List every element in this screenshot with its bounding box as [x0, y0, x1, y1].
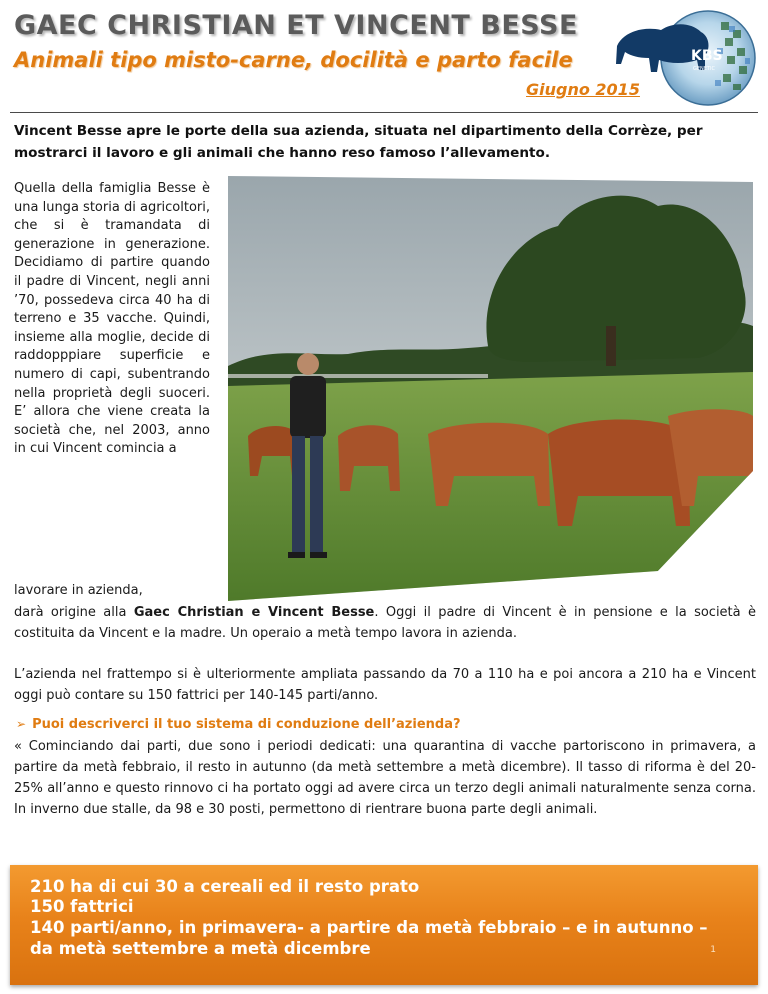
header	[0, 0, 768, 112]
arrow-bullet-icon: ➢	[16, 717, 27, 731]
paragraph-2: L’azienda nel frattempo si è ulteriormente ampliata passando da 70 a 110 ha e poi ancora a 210 ha e Vincent oggi può contare su 150 fattrici per 140-145 parti/anno.	[14, 667, 756, 703]
logo-text: KBS	[691, 48, 723, 64]
issue-date: Giugno 2015	[526, 80, 640, 99]
page-subtitle: Animali tipo misto-carne, docilità e parto facile	[14, 48, 573, 72]
page-number: 1	[710, 945, 716, 955]
interview-question: ➢ Puoi descriverci il tuo sistema di conduzione dell’azienda?	[16, 717, 461, 732]
summary-box	[10, 865, 758, 985]
header-divider	[10, 112, 758, 113]
summary-line-4: da metà settembre a metà dicembre	[30, 939, 371, 958]
column-paragraph: Quella della famiglia Besse è una lunga storia di agricoltori, che si è tramandata di generazione in generazione. Decidiamo di partire quando il padre di Vincent, negli anni ’70, possedeva circa 40 ha di terreno e 35 vacche. Quindi, insieme alla moglie, decide di raddopppiare superficie e numero di capi, subentrando nella proprietà degli suoceri. E’ allora che viene creata la società che, nel 2003, anno in cui Vincent comincia a	[14, 181, 210, 457]
logo-subtext: GENETIC	[693, 66, 715, 72]
page-title: GAEC CHRISTIAN ET VINCENT BESSE	[14, 10, 578, 41]
paragraph-3: « Cominciando dai parti, due sono i periodi dedicati: una quarantina di vacche partoriscono in primavera, a partire da metà febbraio, il resto in autunno (da metà settembre a metà dicembre). Il tasso di riforma è del 20-25% all’anno e questo rinnovo ci ha portato oggi ad avere circa un terzo degli animali naturalmente senza corna. In inverno due stalle, da 98 e 30 posti, permettono di rientrare buona parte degli animali.	[14, 739, 756, 817]
farm-photo	[228, 176, 753, 601]
farm-name-bold: Gaec Christian e Vincent Besse	[133, 605, 375, 620]
summary-line-2: 150 fattrici	[30, 897, 134, 916]
kbs-genetic-logo	[613, 8, 763, 108]
summary-line-1: 210 ha di cui 30 a cereali ed il resto prato	[30, 877, 420, 896]
intro-paragraph: Vincent Besse apre le porte della sua azienda, situata nel dipartimento della Corrèze, per mostrarci il lavoro e gli animali che hanno reso famoso l’allevamento.	[14, 123, 703, 161]
column-tail: lavorare in azienda,	[14, 583, 143, 598]
summary-line-3: 140 parti/anno, in primavera- a partire da metà febbraio – e in autunno –	[30, 918, 708, 937]
paragraph-1: darà origine alla Gaec Christian e Vincent Besse. Oggi il padre di Vincent è in pensione e la società è costituita da Vincent e la madre. Un operaio a metà tempo lavora in azienda.	[14, 605, 756, 641]
